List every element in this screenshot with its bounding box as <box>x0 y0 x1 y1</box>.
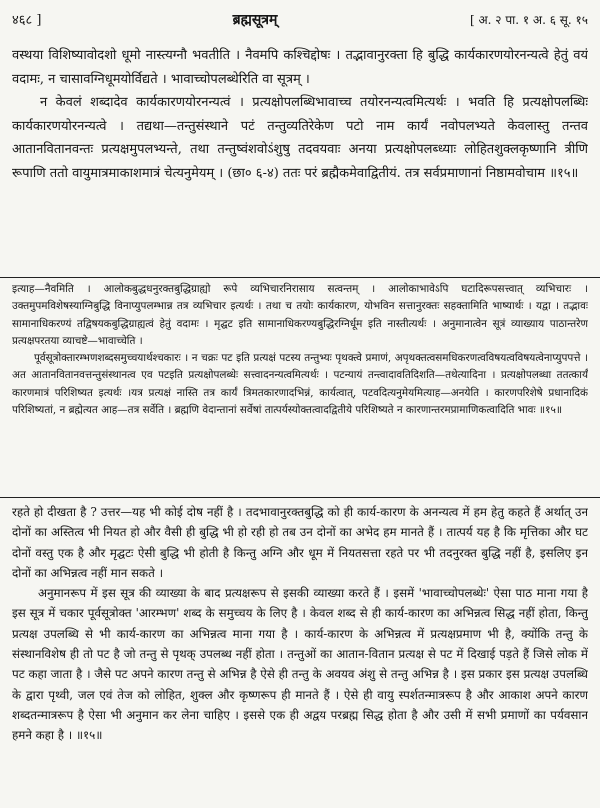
hindi-translation <box>12 502 588 802</box>
page-header <box>12 6 588 32</box>
section-divider <box>0 497 600 498</box>
running-title: ब्रह्मसूत्रम् <box>232 11 278 28</box>
bhashya-paragraph: न केवलं शब्दादेव कार्यकारणयोरनन्यत्वं । प्रत्यक्षोपलब्धिभावाच्च तयोरनन्यत्वमित्यर्थः । भवति हि प्रत्यक्षोपलब्धिः कार्यकारणयोरनन्यत्वे । तद्यथा—तन्तुसंस्थाने पटं तन्तुव्यतिरेकेण पटो नाम कार्यं नवोपलभ्यते केवलास्तु तन्तव आतानवितानवन्तः प्रत्यक्षमुपलभ्यन्ते, तथा तन्तुष्वंशवोऽंशुषु तदवयवाः अनया प्रत्यक्षोपलब्ध्याः लोहितशुक्लकृष्णानि त्रीणि रूपाणि ततो वायुमात्रमाकाशमात्रं चेत्यनुमेयम् । (छा० ६-४) ततः परं ब्रह्मैकमेवाद्वितीयं. तत्र सर्वप्रमाणानां निष्ठामवोचाम ॥१५॥ <box>12 95 588 181</box>
translation-paragraph: अनुमानरूप में इस सूत्र की व्याख्या के बाद प्रत्यक्षरूप से इसकी व्याख्या करते हैं । इसमें 'भावाच्चोपलब्धेः' ऐसा पाठ माना गया है इस सूत्र में चकार पूर्वसूत्रोक्त 'आरम्भण' शब्द के समुच्चय के लिए है । केवल शब्द से ही कार्य-कारण का अभिन्नत्व सिद्ध नहीं होता, किन्तु प्रत्यक्ष उपलब्धि से भी कार्य-कारण का अभिन्नत्व माना गया है । कार्य-कारण के अभिन्नत्व में प्रत्यक्षप्रमाण भी है, क्योंकि तन्तु के संस्थानविशेष ही तो पट है जो तन्तु से पृथक् उपलब्ध नहीं होता । तन्तुओं का आतान-वितान प्रत्यक्ष से पट में दिखाई पड़ते हैं जिसे लोक में पट कहा जाता है । जैसे पट अपने कारण तन्तु से अभिन्न है ऐसे ही तन्तु के अवयव अंशु से तन्तु अभिन्न है । इस प्रकार इस प्रत्यक्ष उपलब्धि के द्वारा पृथ्वी, जल एवं तेज को लोहित, शुक्ल और कृष्णरूप ही मानते हैं । ऐसे ही वायु स्पर्शतन्मात्ररूप है और आकाश अपने कारण शब्दतन्मात्ररूप है ऐसा भी अनुमान कर लेना चाहिए । इससे एक ही अद्वय परब्रह्म सिद्ध होता है और उसी में सभी प्रमाणों का पर्यवसान हमने कहा है । ॥१५॥ <box>12 586 588 743</box>
commentary-text <box>12 281 588 493</box>
page-number: ४६८ ] <box>12 13 42 28</box>
commentary-paragraph: पूर्वसूत्रोक्तारम्भणशब्दसमुच्चयार्थश्चकारः । न चक्रः पट इति प्रत्यक्षं पटस्य तन्तुभ्यः पृथक्त्वे प्रमाणं, अपृथक्तत्वसमधिकरणत्वविषयत्वविषयत्वेनाप्युपपत्ते । अत आतानवितानवत्तन्तुसंस्थानत्व एव पटइति प्रत्यक्षोपलब्धेः सत्त्वादनन्यत्वमित्यर्थः । पटन्यायं तन्त्वादावतिदिशति—तथेत्यादिना । प्रत्यक्षोपलब्धा ततत्कार्यं कारणमात्रं परिशिष्यत इत्यर्थः ।यत्र प्रत्यक्षं नास्ति तत्र कार्यं त्रिमतकारणादभिन्नं, कार्यत्वात्, पटवदित्यनुमेयमित्याह—अनयेति । कारणपरिशेषे प्रधानादिकं परिशिष्यतां, न ब्रह्मेत्यत आह—तत्र सर्वेति । ब्रह्मणि वेदान्तानां सर्वेषां तात्पर्यस्योक्तत्वादद्वितीये परिशिष्यते न कारणान्तरमप्रामाणिकत्वादिति भावः ॥१५॥ <box>12 352 588 417</box>
commentary-paragraph: इत्याह—नैवमिति । आलोकबुद्धधनुरक्तबुद्धिग्राह्यो रूपे व्यभिचारनिरासाय सत्वन्तम् । आलोकाभावेऽपि घटादिरूपसत्त्वात् व्यभिचारः । उक्तमुपमविशेषस्याग्निबुद्धि विनाप्युपलम्भान्न तत्र व्यभिचार इत्यर्थः । तथा च तयोः कार्यकारण, योभविन सत्तानुरक्तः सहक्तामिति भाष्यार्थः । यद्वा । तद्भावः सामानाधिकरण्यं तद्विषयकबुद्धिग्राह्यत्वं हेतुं वदामः । मृद्घट इति सामानाधिकरण्यबुद्धिरग्निर्धूम इति नास्तीत्यर्थः । अनुमानात्वेन सूत्रं व्याख्याय पाठान्तरेण प्रत्यक्षपरतया व्याचष्टे—भावाच्चेति । <box>12 283 588 347</box>
translation-paragraph: रहते हो दीखता है ? उत्तर—यह भी कोई दोष नहीं है । तदभावानुरक्तबुद्धि को ही कार्य-कारण के अनन्यत्व में हम हेतु कहते हैं अर्थात् उन दोनों का अस्तित्व भी नियत हो और वैसी ही बुद्धि भी हो रही हो तब उन दोनों का अभेद हम मानते हैं । तात्पर्य यह है कि मृत्तिका और घट दोनों वस्तु एक है और मृद्घटः ऐसी बुद्धि भी होती है किन्तु अग्नि और धूम में नियतसत्ता रहते पर भी तदनुरक्त बुद्धि नहीं है, इसलिए इन दोनों का अभिन्नत्व नहीं मान सकते । <box>12 505 588 580</box>
bhashya-text <box>12 44 588 268</box>
section-reference: [ अ. २ पा. १ अ. ६ सू. १५ <box>469 12 588 27</box>
section-divider <box>0 277 600 278</box>
bhashya-paragraph: वस्थया विशिष्यावोदशो धूमो नास्त्यग्नौ भवतीति । नैवमपि कश्चिद्दोषः । तद्भावानुरक्ता हि बुद्धि कार्यकारणयोरनन्यत्वे हेतुं वयं वदामः, न चासावग्निधूमयोर्विद्यते । भावाच्चोपलब्धेरिति वा सूत्रम् । <box>12 48 588 87</box>
